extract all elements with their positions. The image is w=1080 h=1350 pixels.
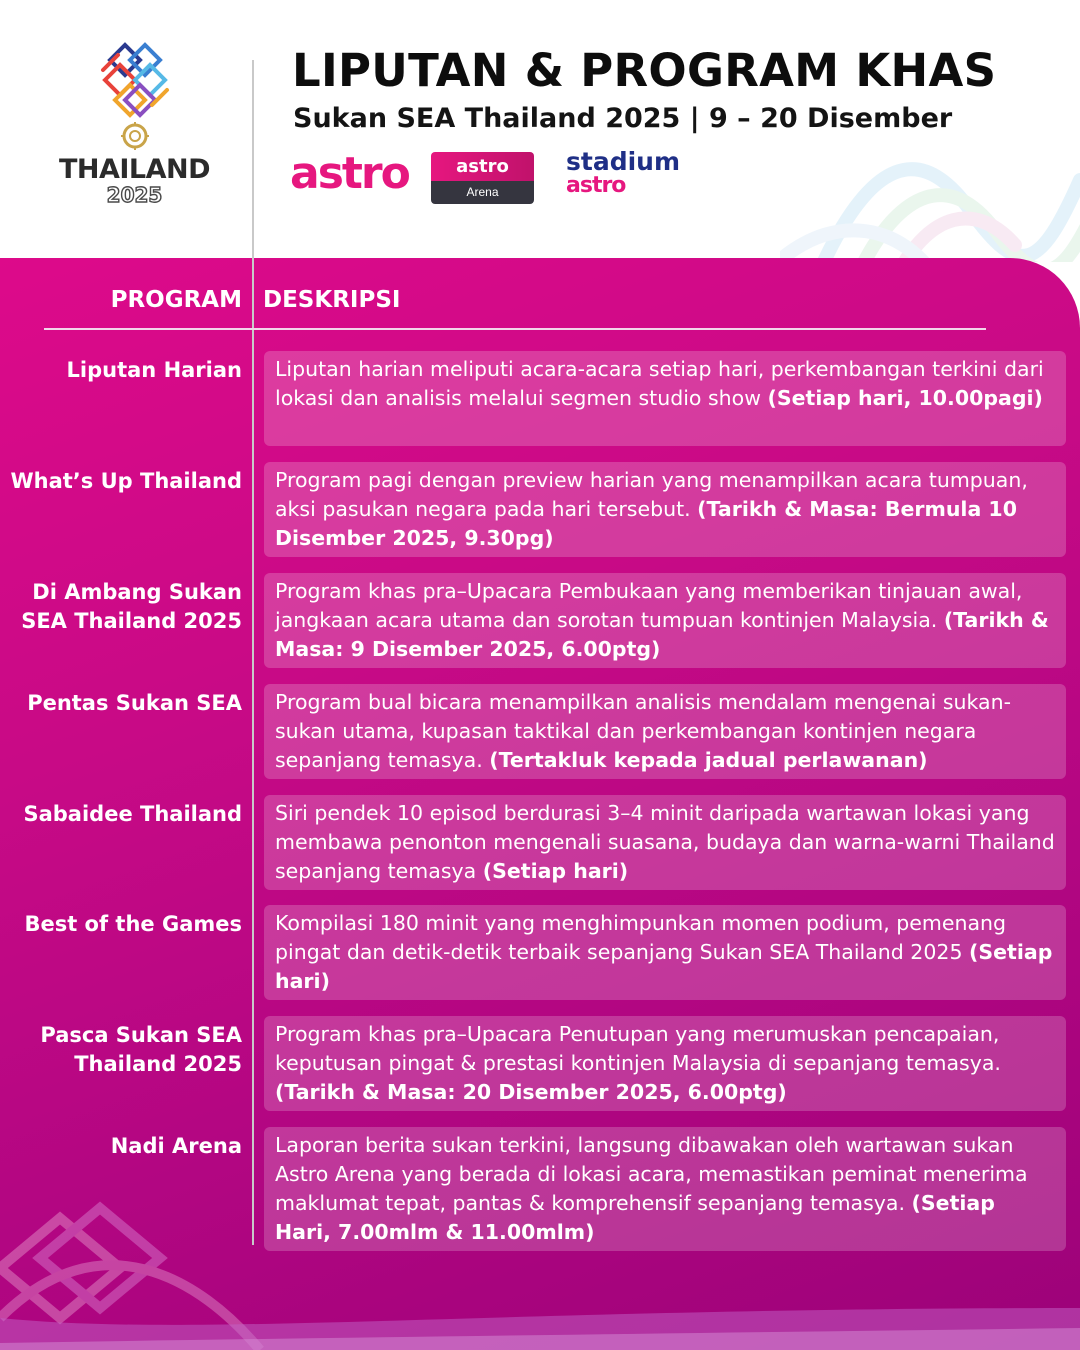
header <box>0 0 1080 262</box>
program-description <box>264 905 1066 1000</box>
program-name: Sabaidee Thailand <box>23 802 242 826</box>
description-text: Laporan berita sukan terkini, langsung dibawakan oleh wartawan sukan Astro Arena yang berada di lokasi acara, memastikan peminat menerima maklumat tepat, pantas & komprehensif sepanjang temasya. <box>275 1133 1028 1215</box>
program-description <box>264 573 1066 668</box>
schedule-text: (Setiap hari, 10.00pagi) <box>767 386 1043 410</box>
column-header-description: DESKRIPSI <box>263 287 401 313</box>
program-name: Di Ambang Sukan SEA Thailand 2025 <box>21 580 242 633</box>
program-name: Pentas Sukan SEA <box>27 691 242 715</box>
column-divider <box>252 60 254 1245</box>
program-name: Nadi Arena <box>110 1134 242 1158</box>
logo-year: 2025 <box>106 183 163 207</box>
schedule-text: (Tarikh & Masa: 20 Disember 2025, 6.00ptg) <box>275 1080 787 1104</box>
header-rule <box>44 328 986 330</box>
program-description <box>264 1016 1066 1111</box>
description-text: Program khas pra–Upacara Pembukaan yang memberikan tinjauan awal, jangkaan acara utama dan sorotan tumpuan kontinjen Malaysia. <box>275 579 1023 632</box>
schedule-text: (Tarikh & Masa: 9 Disember 2025, 6.00ptg) <box>275 608 1049 661</box>
logo-wordmark: THAILAND <box>58 154 211 185</box>
description-text: Siri pendek 10 episod berdurasi 3–4 minit daripada wartawan lokasi yang membawa penonton mengenali suasana, budaya dan warna-warni Thailand sepanjang temasya <box>275 801 1055 883</box>
description-text: Program pagi dengan preview harian yang menampilkan acara tumpuan, aksi pasukan negara pada hari tersebut. <box>275 468 1028 521</box>
program-description <box>264 462 1066 557</box>
program-description <box>264 684 1066 779</box>
astro-arena-logo <box>431 152 534 204</box>
program-name: What’s Up Thailand <box>10 469 242 493</box>
page-subtitle: Sukan SEA Thailand 2025 | 9 – 20 Disember <box>293 103 953 134</box>
description-text: Kompilasi 180 minit yang menghimpunkan momen podium, pemenang pingat dan detik-detik terbaik sepanjang Sukan SEA Thailand 2025 <box>275 911 1007 964</box>
program-description <box>264 1127 1066 1251</box>
stadium-logo-top: stadium <box>566 147 681 176</box>
thailand-2025-logo <box>52 42 217 207</box>
ribbon-decoration <box>780 120 1080 262</box>
stadium-astro-logo <box>566 147 681 198</box>
stadium-logo-bottom: astro <box>566 173 626 198</box>
astro-logo: astro <box>290 148 409 199</box>
arena-logo-bottom: Arena <box>431 181 534 204</box>
program-name: Liputan Harian <box>66 358 242 382</box>
column-header-program: PROGRAM <box>110 287 242 313</box>
description-text: Program bual bicara menampilkan analisis mendalam mengenai sukan-sukan utama, kupasan taktikal dan perkembangan kontinjen negara sepanjang temasya. <box>275 690 1012 772</box>
program-name: Pasca Sukan SEA Thailand 2025 <box>40 1023 242 1076</box>
description-text: Program khas pra–Upacara Penutupan yang merumuskan pencapaian, keputusan pingat & prestasi kontinjen Malaysia di sepanjang temasya. <box>275 1022 1001 1075</box>
schedule-text: (Setiap Hari, 7.00mlm & 11.00mlm) <box>275 1191 995 1244</box>
program-description <box>264 351 1066 446</box>
program-name: Best of the Games <box>24 912 242 936</box>
program-description <box>264 795 1066 890</box>
schedule-text: (Setiap hari) <box>275 940 1053 993</box>
schedule-text: (Tertakluk kepada jadual perlawanan) <box>489 748 928 772</box>
schedule-text: (Setiap hari) <box>482 859 629 883</box>
games-emblem-icon <box>100 42 170 152</box>
arena-logo-top: astro <box>431 152 534 181</box>
description-text: Liputan harian meliputi acara-acara setiap hari, perkembangan terkini dari lokasi dan analisis melalui segmen studio show <box>275 357 1044 410</box>
schedule-text: (Tarikh & Masa: Bermula 10 Disember 2025, 9.30pg) <box>275 497 1017 550</box>
page-title: LIPUTAN & PROGRAM KHAS <box>292 44 997 97</box>
